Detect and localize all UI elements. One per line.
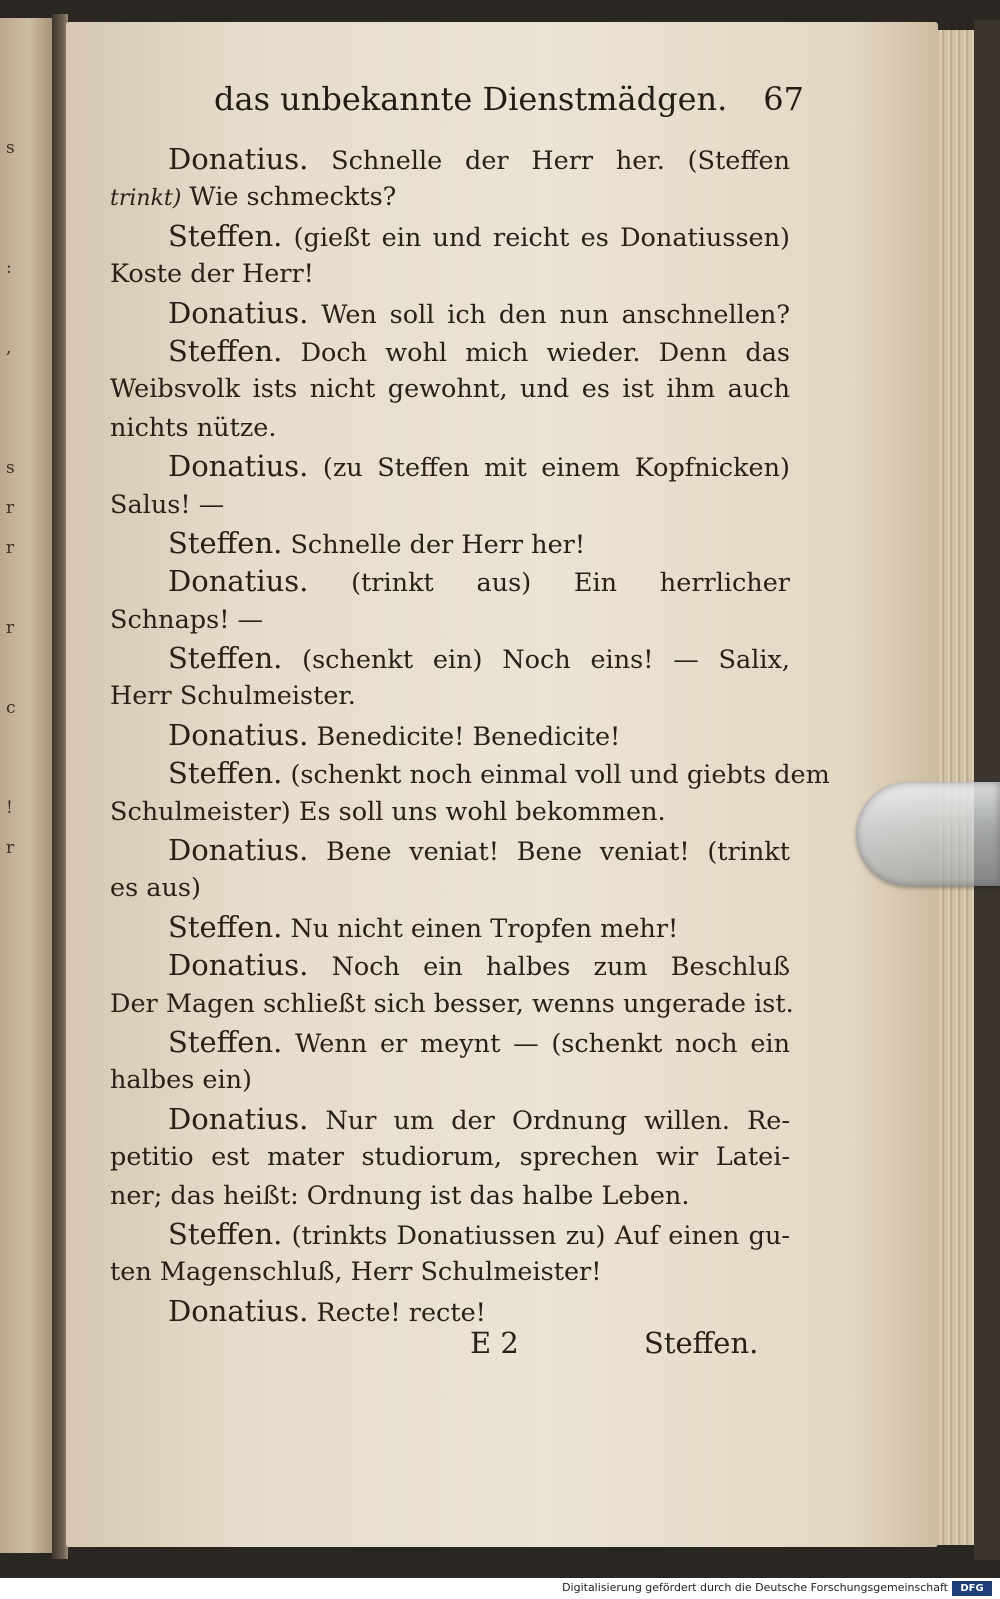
speaker-name: Donatius.	[168, 449, 309, 484]
text-line	[110, 524, 790, 562]
speaker-name: Steffen.	[168, 525, 283, 560]
speaker-name: Steffen.	[168, 1216, 283, 1251]
speaker-name: Donatius.	[168, 1101, 309, 1136]
text-line	[110, 332, 790, 370]
text-line	[110, 639, 790, 677]
line-text: Recte! recte!	[308, 1297, 486, 1328]
speaker-name: Steffen.	[168, 909, 283, 944]
text-line	[110, 601, 790, 639]
left-page-glyph: !	[6, 798, 13, 818]
line-text: Noch ein halbes zum Beschluß	[308, 952, 790, 983]
left-page-glyph: r	[6, 538, 15, 558]
line-text: Der Magen schließt sich besser, wenns ungerade ist.	[110, 988, 794, 1019]
dfg-logo: DFG	[952, 1581, 992, 1596]
line-text: Nu nicht einen Tropfen mehr!	[282, 913, 679, 944]
text-line	[110, 869, 790, 907]
text-line	[110, 1138, 790, 1176]
catchword: Steffen.	[644, 1326, 759, 1360]
page-number: 67	[763, 80, 804, 118]
line-text: (gießt ein und reicht es Donatiussen)	[282, 222, 790, 253]
text-line	[110, 908, 790, 946]
line-text: Herr Schulmeister.	[110, 681, 356, 712]
play-text	[110, 140, 830, 1330]
speaker-name: Steffen.	[168, 641, 283, 676]
text-line	[110, 677, 790, 715]
speaker-name: Donatius.	[168, 1293, 309, 1328]
left-page-glyph: ,	[6, 338, 12, 358]
stage-direction: trinkt)	[110, 186, 182, 212]
text-line	[110, 178, 790, 216]
footer-bar	[0, 1578, 1000, 1599]
line-text: Bene veniat! Bene veniat! (trinkt	[308, 837, 790, 868]
speaker-name: Donatius.	[168, 142, 309, 176]
speaker-name: Steffen.	[168, 1024, 283, 1059]
text-line	[110, 140, 790, 178]
left-page-glyph: r	[6, 838, 15, 858]
left-page-glyph: r	[6, 618, 15, 638]
line-text: Schnelle der Herr her!	[282, 529, 586, 560]
line-text: ner; das heißt: Ordnung ist das halbe Leben.	[110, 1180, 690, 1211]
text-line	[110, 217, 790, 255]
line-text: Nur um der Ordnung willen. Re-	[308, 1105, 790, 1136]
speaker-name: Steffen.	[168, 218, 283, 253]
speaker-name: Donatius.	[168, 948, 309, 983]
line-text: (trinkt aus) Ein herrlicher	[308, 568, 790, 599]
text-line	[110, 1253, 790, 1291]
line-text: (schenkt ein) Noch eins! — Salix,	[282, 645, 790, 676]
text-line	[110, 793, 790, 831]
page-clip	[856, 782, 1000, 886]
line-text: Wen soll ich den nun anschnellen?	[308, 299, 790, 330]
line-text: Weibsvolk ists nicht gewohnt, und es ist ihm auch	[110, 374, 790, 405]
text-line	[110, 716, 790, 754]
text-line	[110, 1061, 790, 1099]
line-text: nichts nütze.	[110, 412, 277, 443]
text-line	[110, 946, 790, 984]
text-line	[110, 255, 790, 293]
running-header	[214, 80, 804, 130]
line-text: Schulmeister) Es soll uns wohl bekommen.	[110, 796, 666, 827]
text-line	[110, 754, 830, 792]
funding-credit: Digitalisierung gefördert durch die Deutsche Forschungsgemeinschaft	[562, 1581, 948, 1594]
line-text: Wenn er meynt — (schenkt noch ein	[282, 1028, 790, 1059]
text-line	[110, 1292, 790, 1330]
text-line	[110, 409, 790, 447]
line-text: petitio est mater studiorum, sprechen wir Latei-	[110, 1142, 790, 1173]
speaker-name: Donatius.	[168, 564, 309, 599]
line-text: Salus! —	[110, 489, 225, 520]
left-page-glyph: s	[6, 458, 15, 478]
running-title: das unbekannte Dienstmädgen.	[214, 80, 728, 118]
text-line	[110, 985, 794, 1023]
line-text: Benedicite! Benedicite!	[308, 721, 621, 752]
speaker-name: Donatius.	[168, 717, 309, 752]
line-text: (zu Steffen mit einem Kopfnicken)	[308, 453, 790, 484]
speaker-name: Donatius.	[168, 295, 309, 330]
line-text: Schnaps! —	[110, 604, 264, 635]
text-line	[110, 294, 790, 332]
text-line	[110, 1100, 790, 1138]
line-text: ten Magenschluß, Herr Schulmeister!	[110, 1257, 602, 1288]
text-line	[110, 562, 790, 600]
text-line	[110, 1177, 790, 1215]
text-line	[110, 831, 790, 869]
text-line	[110, 486, 790, 524]
line-text: (schenkt noch einmal voll und giebts dem	[282, 760, 830, 791]
text-line	[110, 447, 790, 485]
line-text: halbes ein)	[110, 1065, 253, 1096]
line-text: Doch wohl mich wieder. Denn das	[282, 337, 790, 368]
left-page-glyph: s	[6, 138, 15, 158]
line-text: Wie schmeckts?	[181, 182, 397, 213]
text-line	[110, 370, 790, 408]
left-page-glyph: c	[6, 698, 16, 718]
line-text: Schnelle der Herr her. (Steffen	[308, 146, 790, 176]
signature-mark: E 2	[470, 1326, 519, 1360]
speaker-name: Donatius.	[168, 833, 309, 868]
speaker-name: Steffen.	[168, 756, 283, 791]
line-text: (trinkts Donatiussen zu) Auf einen gu-	[282, 1220, 790, 1251]
left-page-glyph: :	[6, 258, 12, 278]
left-page-glyph: r	[6, 498, 15, 518]
line-text: es aus)	[110, 873, 201, 904]
line-text: Koste der Herr!	[110, 259, 314, 290]
text-line	[110, 1215, 790, 1253]
speaker-name: Steffen.	[168, 333, 283, 368]
left-page-edge	[0, 18, 52, 1553]
text-line	[110, 1023, 790, 1061]
